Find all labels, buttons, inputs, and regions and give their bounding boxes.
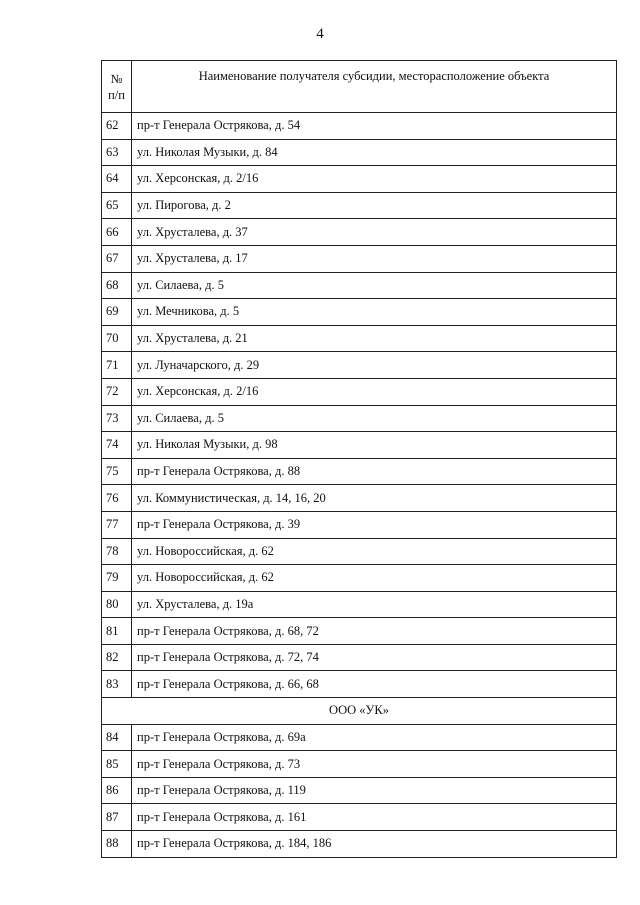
row-number: 83 <box>102 671 132 698</box>
row-address: ул. Коммунистическая, д. 14, 16, 20 <box>132 485 617 512</box>
table-row <box>102 272 617 299</box>
table-row <box>102 804 617 831</box>
table-row <box>102 538 617 565</box>
row-address: ул. Хрусталева, д. 19а <box>132 591 617 618</box>
row-number: 76 <box>102 485 132 512</box>
table-header-row <box>102 61 617 113</box>
table-row <box>102 671 617 698</box>
table-row <box>102 591 617 618</box>
table-body <box>102 113 617 858</box>
row-number: 80 <box>102 591 132 618</box>
table-row <box>102 751 617 778</box>
table-row <box>102 219 617 246</box>
row-number: 74 <box>102 432 132 459</box>
row-address: ул. Новороссийская, д. 62 <box>132 565 617 592</box>
row-address: пр-т Генерала Острякова, д. 54 <box>132 113 617 140</box>
row-address: ул. Хрусталева, д. 17 <box>132 245 617 272</box>
row-number: 63 <box>102 139 132 166</box>
row-number: 81 <box>102 618 132 645</box>
row-number: 84 <box>102 724 132 751</box>
subsidy-table <box>101 60 617 858</box>
page-number: 4 <box>316 26 324 42</box>
table-row <box>102 618 617 645</box>
row-number: 68 <box>102 272 132 299</box>
row-address: пр-т Генерала Острякова, д. 69а <box>132 724 617 751</box>
group-row <box>102 698 617 725</box>
row-address: ул. Пирогова, д. 2 <box>132 192 617 219</box>
row-address: пр-т Генерала Острякова, д. 66, 68 <box>132 671 617 698</box>
row-number: 88 <box>102 831 132 858</box>
table-row <box>102 724 617 751</box>
row-address: пр-т Генерала Острякова, д. 161 <box>132 804 617 831</box>
row-number: 73 <box>102 405 132 432</box>
table-row <box>102 325 617 352</box>
row-number: 67 <box>102 245 132 272</box>
row-address: ул. Луначарского, д. 29 <box>132 352 617 379</box>
row-number: 79 <box>102 565 132 592</box>
table-row <box>102 458 617 485</box>
header-name-cell: Наименование получателя субсидии, месторасположение объекта <box>132 61 617 113</box>
row-address: ул. Новороссийская, д. 62 <box>132 538 617 565</box>
group-label: ООО «УК» <box>102 698 617 725</box>
row-address: ул. Хрусталева, д. 21 <box>132 325 617 352</box>
row-address: ул. Силаева, д. 5 <box>132 272 617 299</box>
table-row <box>102 245 617 272</box>
row-address: пр-т Генерала Острякова, д. 72, 74 <box>132 644 617 671</box>
row-number: 72 <box>102 378 132 405</box>
row-address: ул. Силаева, д. 5 <box>132 405 617 432</box>
table-row <box>102 299 617 326</box>
row-number: 65 <box>102 192 132 219</box>
table-row <box>102 113 617 140</box>
row-address: пр-т Генерала Острякова, д. 88 <box>132 458 617 485</box>
row-number: 62 <box>102 113 132 140</box>
table-row <box>102 485 617 512</box>
row-address: ул. Хрусталева, д. 37 <box>132 219 617 246</box>
table-row <box>102 192 617 219</box>
row-address: ул. Николая Музыки, д. 84 <box>132 139 617 166</box>
row-address: пр-т Генерала Острякова, д. 119 <box>132 777 617 804</box>
row-number: 75 <box>102 458 132 485</box>
row-number: 86 <box>102 777 132 804</box>
table-row <box>102 352 617 379</box>
row-number: 71 <box>102 352 132 379</box>
table-row <box>102 511 617 538</box>
row-number: 69 <box>102 299 132 326</box>
table-row <box>102 831 617 858</box>
row-number: 70 <box>102 325 132 352</box>
header-number-abbr: п/п <box>108 87 125 102</box>
table-row <box>102 432 617 459</box>
row-number: 64 <box>102 166 132 193</box>
row-address: ул. Мечникова, д. 5 <box>132 299 617 326</box>
table-row <box>102 405 617 432</box>
row-address: пр-т Генерала Острякова, д. 39 <box>132 511 617 538</box>
table-row <box>102 565 617 592</box>
row-address: пр-т Генерала Острякова, д. 73 <box>132 751 617 778</box>
row-number: 78 <box>102 538 132 565</box>
row-address: ул. Херсонская, д. 2/16 <box>132 378 617 405</box>
table-row <box>102 777 617 804</box>
header-number-symbol: № <box>110 71 123 86</box>
row-number: 82 <box>102 644 132 671</box>
row-number: 85 <box>102 751 132 778</box>
table-row <box>102 139 617 166</box>
row-address: ул. Николая Музыки, д. 98 <box>132 432 617 459</box>
row-address: пр-т Генерала Острякова, д. 184, 186 <box>132 831 617 858</box>
row-number: 77 <box>102 511 132 538</box>
header-number-cell <box>102 61 132 113</box>
row-address: пр-т Генерала Острякова, д. 68, 72 <box>132 618 617 645</box>
row-number: 87 <box>102 804 132 831</box>
table-row <box>102 166 617 193</box>
table-row <box>102 644 617 671</box>
row-number: 66 <box>102 219 132 246</box>
table-row <box>102 378 617 405</box>
row-address: ул. Херсонская, д. 2/16 <box>132 166 617 193</box>
